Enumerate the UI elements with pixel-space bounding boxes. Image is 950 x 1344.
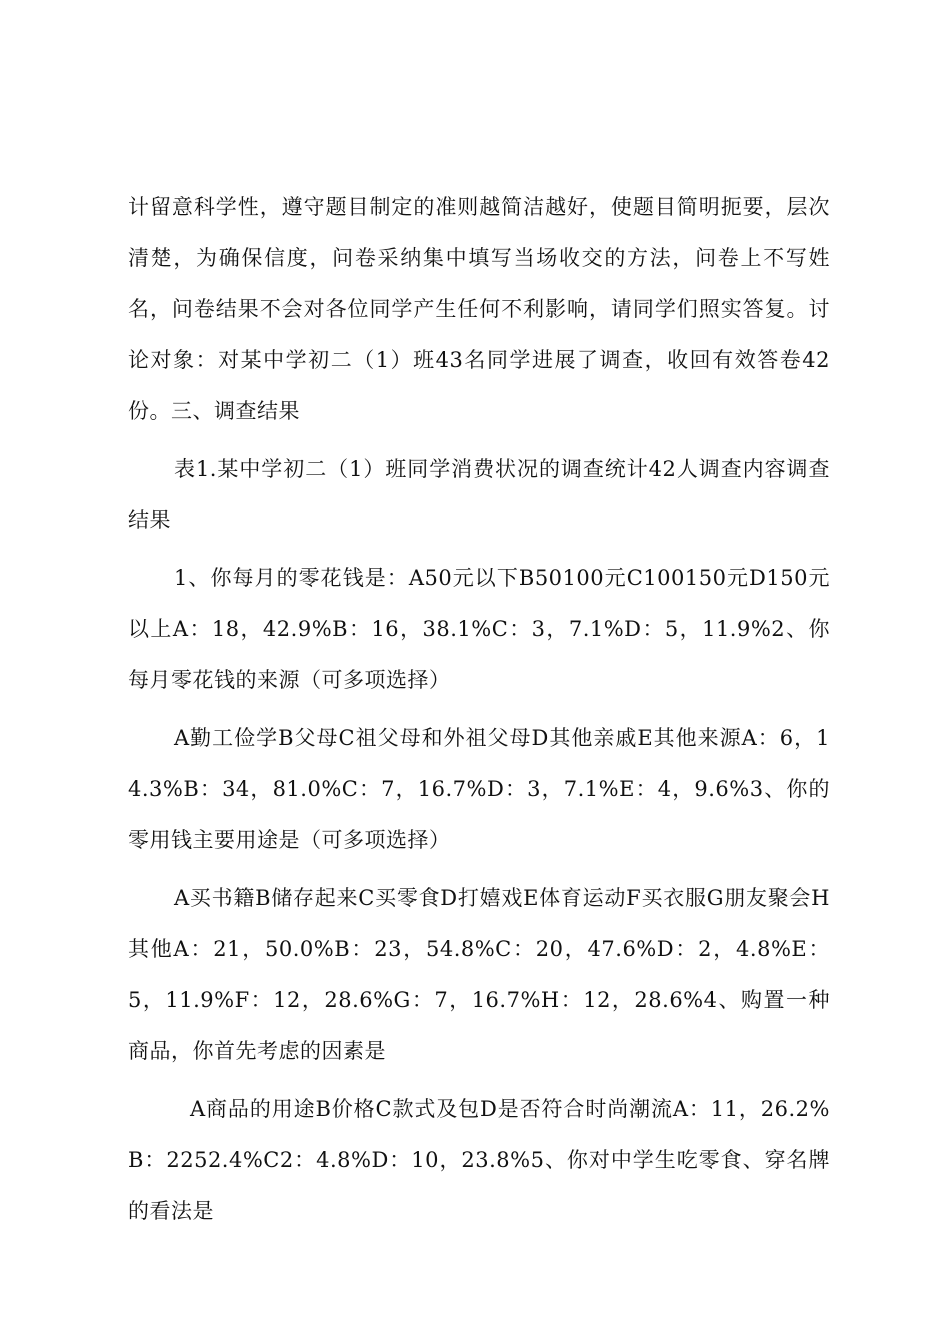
paragraph-table-caption: 表1.某中学初二（1）班同学消费状况的调查统计42人调查内容调查结果 bbox=[128, 457, 830, 532]
paragraph-question-2: A勤工俭学B父母C祖父母和外祖父母D其他亲戚E其他来源A：6，14.3%B：34，81.0%C：7，16.7%D：3，7.1%E：4，9.6%3、你的零用钱主要用途是（可多项选择） bbox=[128, 726, 830, 852]
paragraph-question-1: 1、你每月的零花钱是：A50元以下B50100元C100150元D150元以上A：18，42.9%B：16，38.1%C：3，7.1%D：5，11.9%2、你每月零花钱的来源（可多项选择） bbox=[128, 566, 830, 692]
paragraph-question-4: A商品的用途B价格C款式及包D是否符合时尚潮流A：11，26.2%B：2252.4%C2：4.8%D：10，23.8%5、你对中学生吃零食、穿名牌的看法是 bbox=[128, 1097, 830, 1223]
paragraph-survey-method: 计留意科学性，遵守题目制定的准则越简洁越好，使题目简明扼要，层次清楚，为确保信度，问卷采纳集中填写当场收交的方法，问卷上不写姓名，问卷结果不会对各位同学产生任何不利影响，请同学们照实答复。讨论对象：对某中学初二（1）班43名同学进展了调查，收回有效答卷42份。三、调查结果 bbox=[128, 195, 830, 423]
paragraph-question-3: A买书籍B储存起来C买零食D打嬉戏E体育运动F买衣服G朋友聚会H其他A：21，50.0%B：23，54.8%C：20，47.6%D：2，4.8%E：5，11.9%F：12，28.6%G：7，16.7%H：12，28.6%4、购置一种商品，你首先考虑的因素是 bbox=[128, 886, 830, 1063]
document-body bbox=[128, 182, 830, 1237]
